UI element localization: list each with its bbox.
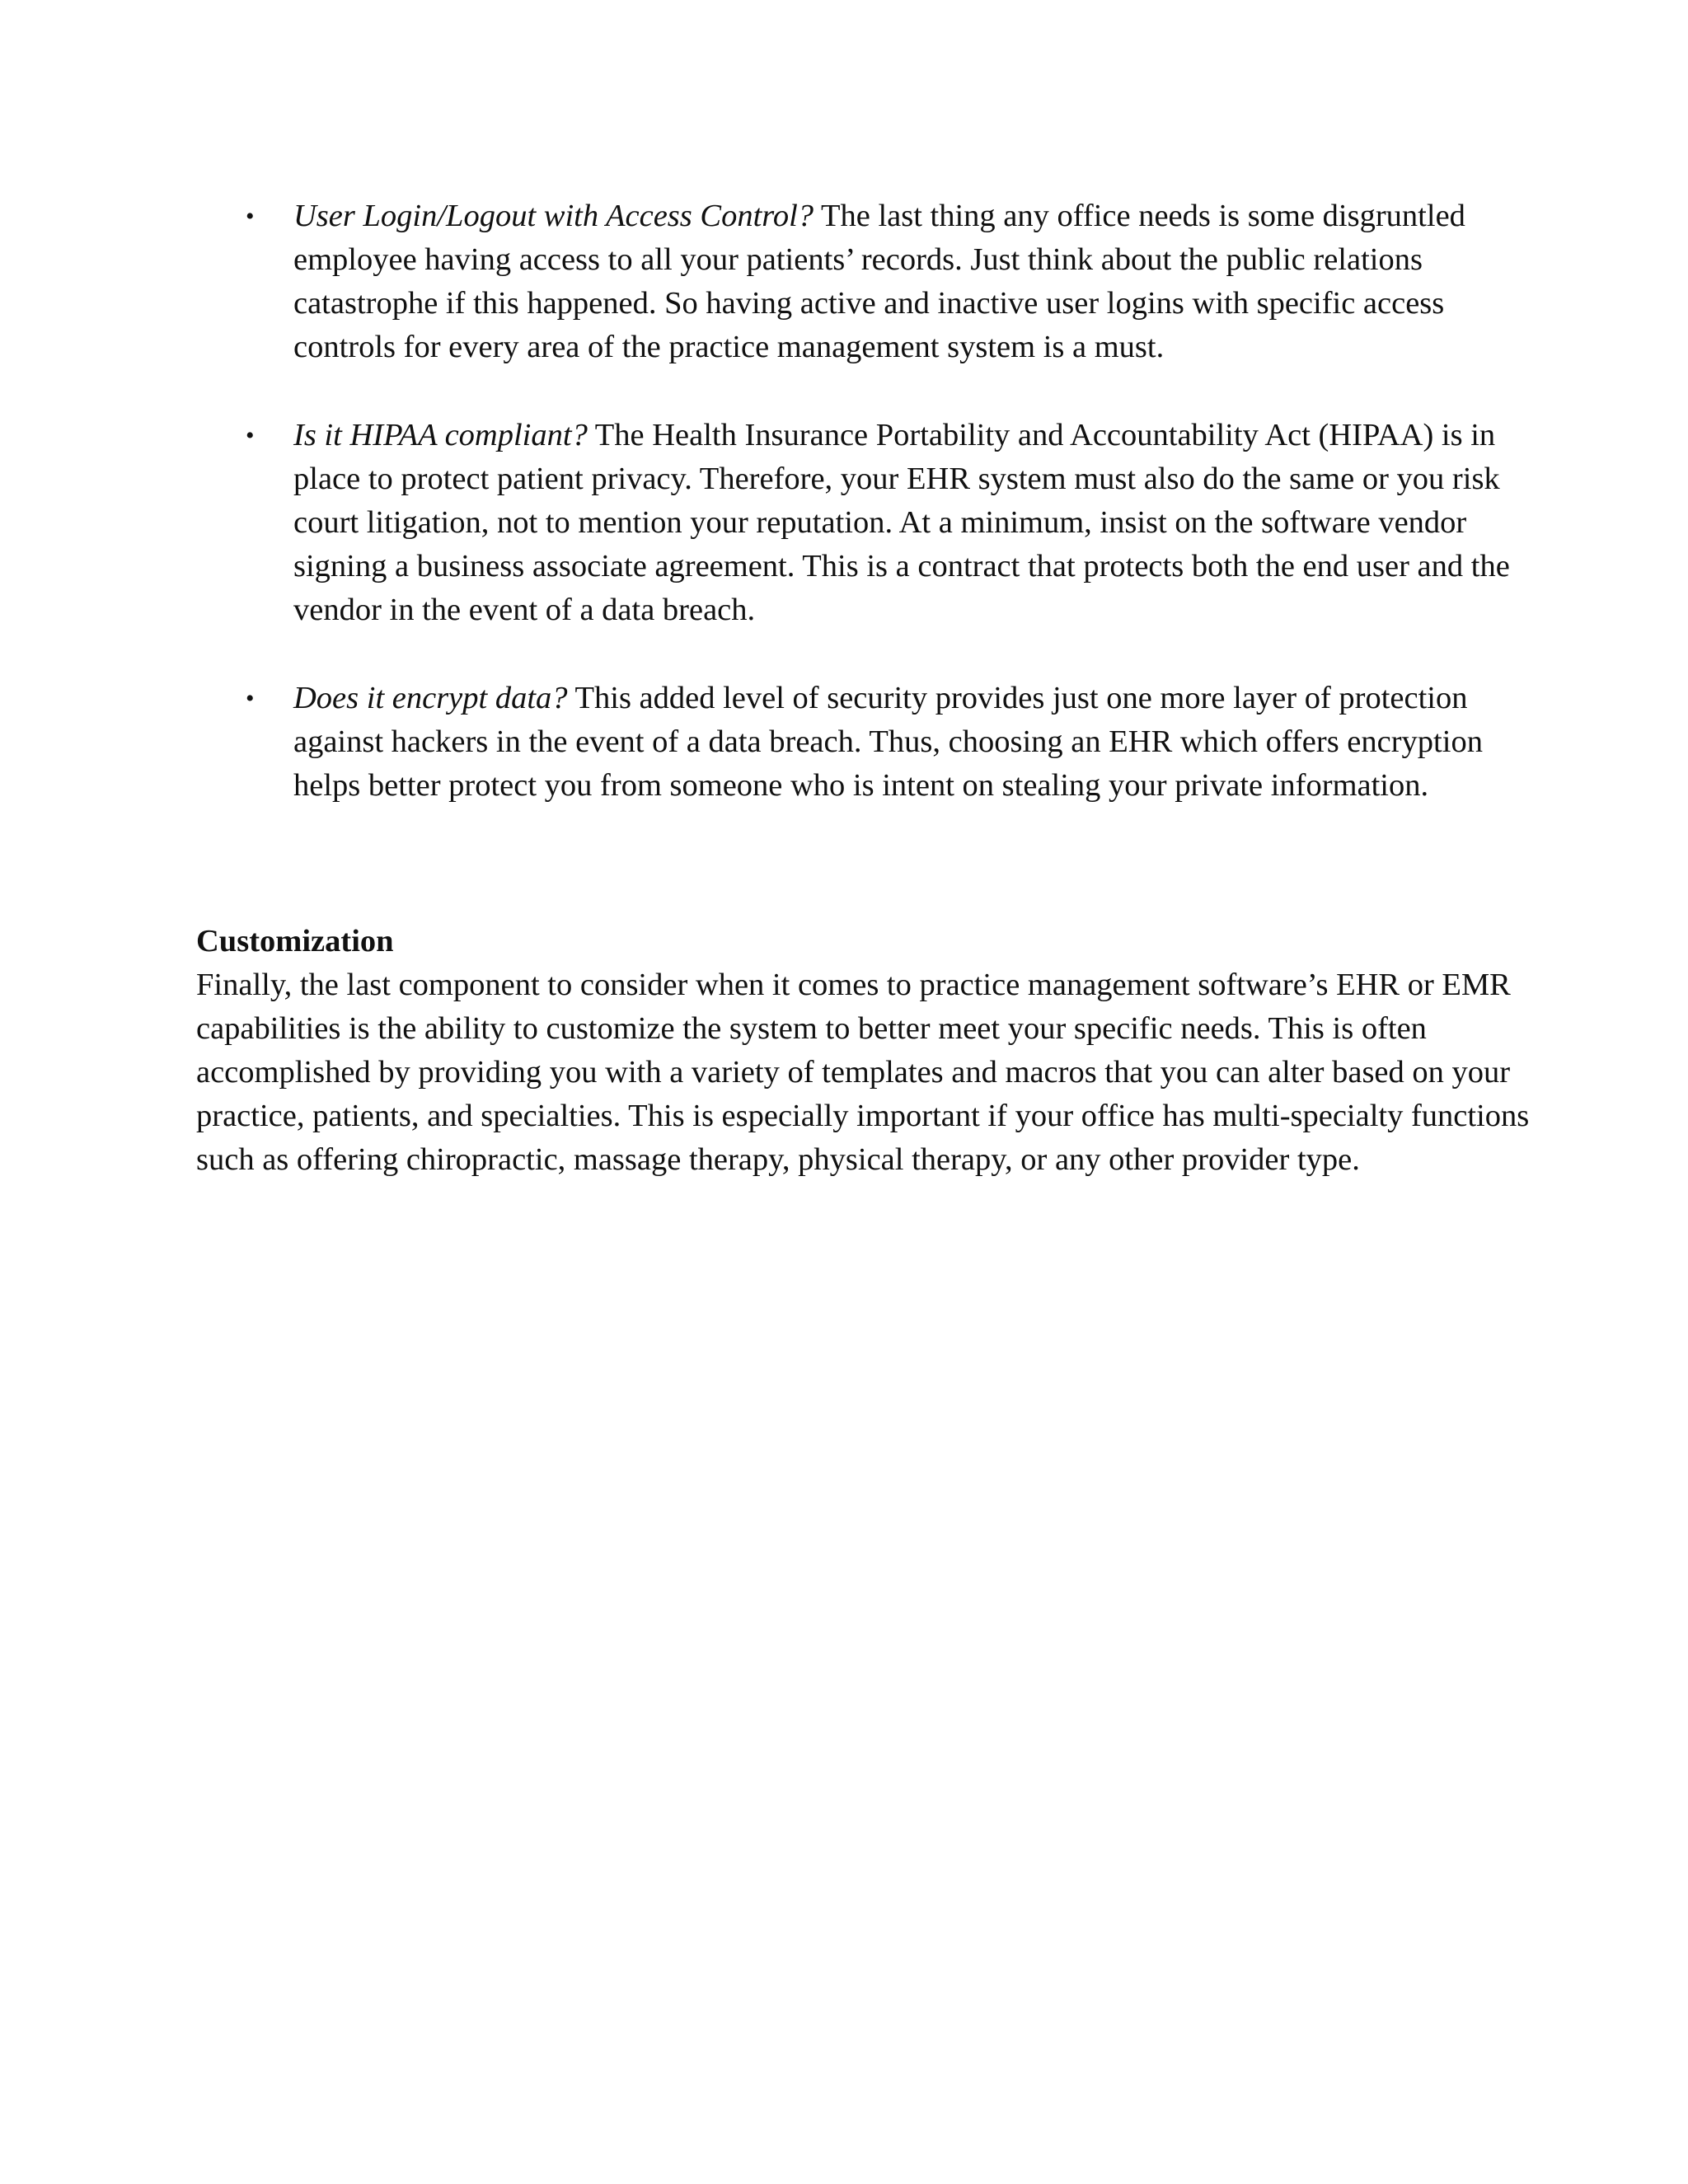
bullet-text: The Health Insurance Portability and Accountability Act (HIPAA) is in place to protect patient privacy. Therefore, your EHR system must also do the same or you risk court litigation, not to mention your reputation. At a minimum, insist on the software vendor signing a business associate agreement. This is a contract that protects both the end user and the vendor in the event of a data breach. [293, 418, 1510, 627]
bullet-item-hipaa [196, 414, 1515, 632]
bullet-lead: Does it encrypt data? [293, 681, 568, 715]
section-body: Finally, the last component to consider when it comes to practice management software’s EHR or EMR capabilities is the ability to customize the system to better meet your specific needs. This is often accomplished by providing you with a variety of templates and macros that you can alter based on your practice, patients, and specialties. This is especially important if your office has multi-specialty functions such as offering chiropractic, massage therapy, physical therapy, or any other provider type. [196, 968, 1530, 1177]
section-heading: Customization [196, 924, 394, 958]
bullet-text: The last thing any office needs is some disgruntled employee having access to all your patients’ records. Just think about the public relations catastrophe if this happened. So having active and inactive user logins with specific access controls for every area of the practice management system is a must. [293, 199, 1465, 364]
bullet-lead: User Login/Logout with Access Control? [293, 199, 814, 233]
bullet-item-encryption [196, 677, 1515, 808]
bullet-list [196, 194, 1515, 852]
bullet-icon: • [246, 203, 255, 230]
bullet-icon: • [246, 685, 255, 712]
customization-section [196, 920, 1531, 1182]
bullet-text: This added level of security provides just one more layer of protection against hackers in the event of a data breach. Thus, choosing an EHR which offers encryption helps better protect you from someone who is intent on stealing your private information. [293, 681, 1483, 803]
bullet-item-access-control [196, 194, 1515, 369]
bullet-icon: • [246, 422, 255, 449]
bullet-lead: Is it HIPAA compliant? [293, 418, 588, 452]
